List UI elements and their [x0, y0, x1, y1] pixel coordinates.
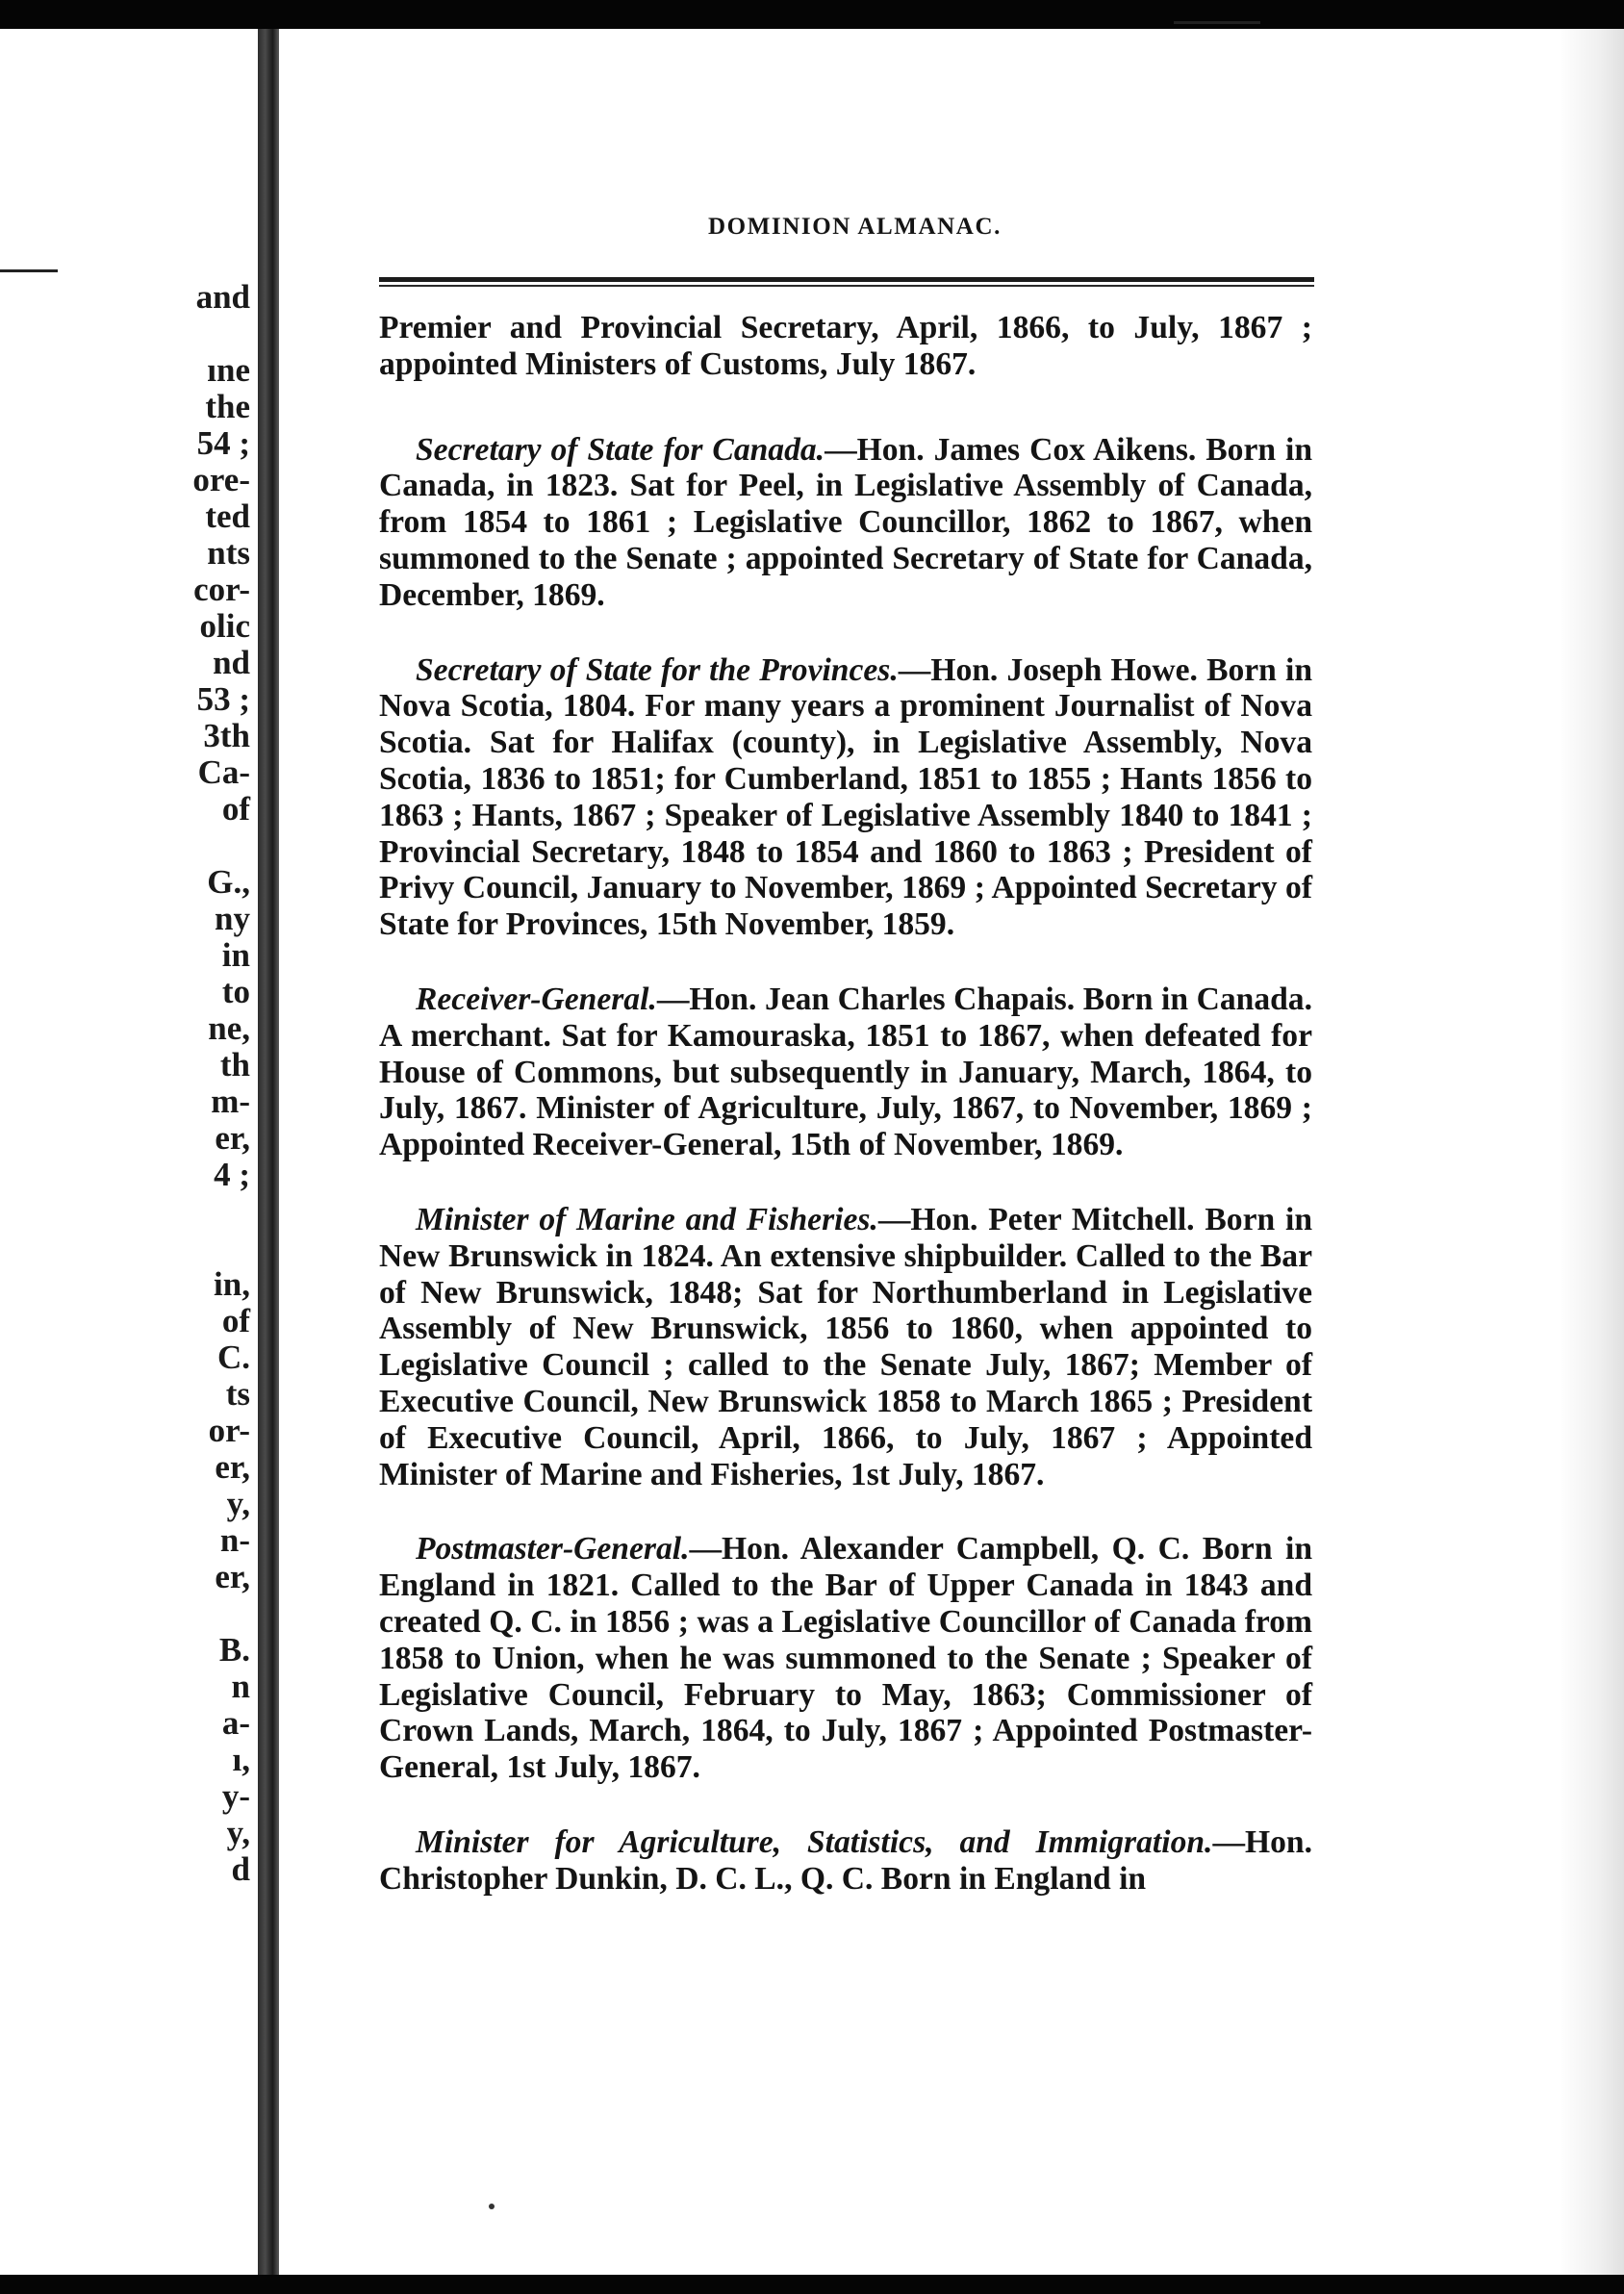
paragraph-text: —Hon. Christopher Dunkin, D. C. L., Q. C. Born in England in — [379, 1823, 1312, 1897]
facing-page-fragment: cor- — [193, 571, 250, 608]
facing-page-fragment: G., — [207, 863, 250, 901]
facing-page-fragment: ore- — [192, 461, 250, 498]
facing-page-fragment: y, — [226, 1814, 250, 1851]
facing-page-fragment: a- — [221, 1704, 250, 1742]
office-title: Minister for Agriculture, Statistics, and Immigration. — [416, 1823, 1213, 1860]
facing-page-fragment: n- — [219, 1521, 250, 1559]
paragraph-receiver-general — [379, 981, 1312, 1163]
paragraph-marine-and-fisheries — [379, 1202, 1312, 1492]
running-head: DOMINION ALMANAC. — [708, 214, 1002, 240]
scan-scratch-mark — [1174, 21, 1260, 24]
office-title: Secretary of State for the Provinces. — [416, 651, 899, 688]
facing-page-fragment: y, — [226, 1485, 250, 1522]
facing-page-fragment: olic — [199, 607, 250, 645]
paragraph-text: —Hon. Peter Mitchell. Born in New Brunswick in 1824. An extensive shipbuilder. Called to the Bar of New Brunswick, 1848; Sat for Northumberland in Legislative Assembly of New Brunswick, 1856 to 1860, when appointed to Legislative Council ; called to the Senate July, 1867; Member of Executive Council, New Brunswick 1858 to March 1865 ; President of Executive Council, April, 1866, to July, 1867 ; Appointed Minister of Marine and Fisheries, 1st July, 1867. — [379, 1201, 1312, 1492]
page-edge-shadow — [1559, 29, 1624, 2275]
facing-page-fragment: ts — [225, 1375, 250, 1413]
paragraph-secretary-of-state-canada — [379, 432, 1312, 614]
facing-page-fragment: d — [231, 1850, 250, 1888]
facing-page-fragment: 3th — [203, 717, 250, 754]
facing-page-fragment: er, — [215, 1119, 250, 1157]
paragraph-text: Premier and Provincial Secretary, April, 1866, to July, 1867 ; appointed Ministers of Customs, July 1867. — [379, 310, 1312, 382]
text-column — [379, 310, 1312, 1935]
paragraph-agriculture — [379, 1824, 1312, 1898]
facing-page-fragment: C. — [216, 1338, 250, 1376]
facing-page-fragment: m- — [211, 1083, 250, 1120]
scan-top-border — [0, 0, 1624, 29]
facing-page-fragment: nts — [207, 534, 250, 572]
scan-speck — [489, 2204, 495, 2209]
facing-page-edge — [0, 29, 262, 2275]
facing-page-fragment: or- — [208, 1412, 250, 1449]
facing-page-rule — [0, 269, 58, 272]
paragraph-text: —Hon. Alexander Campbell, Q. C. Born in England in 1821. Called to the Bar of Upper Canada in 1843 and created Q. C. in 1856 ; was a Legislative Councillor of Canada from 1858 to Union, when he was summoned to the Senate ; Speaker of Legislative Council, February to May, 1863; Commissioner of Crown Lands, March, 1864, to July, 1867 ; Appointed Postmaster-General, 1st July, 1867. — [379, 1531, 1312, 1786]
book-gutter — [258, 29, 279, 2275]
paragraph-postmaster-general — [379, 1531, 1312, 1786]
office-title: Receiver-General. — [416, 981, 657, 1017]
facing-page-fragment: nd — [213, 644, 250, 681]
facing-page-fragment: er, — [215, 1448, 250, 1486]
facing-page-fragment: ted — [205, 497, 250, 535]
facing-page-fragment: in, — [214, 1265, 250, 1303]
facing-page-fragment: to — [221, 973, 250, 1010]
facing-page-fragment: er, — [215, 1558, 250, 1595]
facing-page-fragment: 54 ; — [196, 424, 250, 462]
paragraph-text: —Hon. James Cox Aikens. Born in Canada, in 1823. Sat for Peel, in Legislative Assembly of Canada, from 1854 to 1861 ; Legislative Councillor, 1862 to 1867, when summoned to the Senate ; appointed Secretary of State for Canada, December, 1869. — [379, 431, 1312, 613]
facing-page-fragment: of — [221, 790, 250, 828]
facing-page-fragment: ne, — [208, 1009, 250, 1047]
paragraph-continued — [379, 310, 1312, 383]
office-title: Secretary of State for Canada. — [416, 431, 825, 468]
facing-page-fragment: of — [221, 1302, 250, 1339]
facing-page-fragment: ı, — [232, 1741, 250, 1778]
facing-page-fragment: ıne — [207, 351, 250, 389]
facing-page-fragment: Ca- — [197, 753, 250, 791]
facing-page-fragment: B. — [218, 1631, 250, 1669]
facing-page-fragment: 53 ; — [196, 680, 250, 718]
facing-page-fragment: y- — [221, 1777, 250, 1815]
paragraph-text: —Hon. Jean Charles Chapais. Born in Canada. A merchant. Sat for Kamouraska, 1851 to 1867, when defeated for House of Commons, but subsequently in January, March, 1864, to July, 1867. Minister of Agriculture, July, 1867, to November, 1869 ; Appointed Receiver-General, 15th of November, 1869. — [379, 981, 1312, 1163]
office-title: Minister of Marine and Fisheries. — [416, 1201, 878, 1237]
facing-page-fragment: ny — [215, 900, 250, 937]
paragraph-secretary-of-state-provinces — [379, 652, 1312, 943]
office-title: Postmaster-General. — [416, 1531, 690, 1568]
facing-page-fragment: in — [221, 936, 250, 974]
facing-page-fragment: n — [231, 1668, 250, 1705]
facing-page-fragment: the — [205, 388, 250, 425]
scan-bottom-border — [0, 2275, 1624, 2294]
facing-page-fragment: 4 ; — [214, 1156, 250, 1193]
facing-page-fragment: and — [195, 278, 250, 316]
paragraph-text: —Hon. Joseph Howe. Born in Nova Scotia, 1804. For many years a prominent Journalist of Nova Scotia. Sat for Halifax (county), in Legislative Assembly, Nova Scotia, 1836 to 1851; for Cumberland, 1851 to 1855 ; Hants 1856 to 1863 ; Hants, 1867 ; Speaker of Legislative Assembly 1840 to 1841 ; Provincial Secretary, 1848 to 1854 and 1860 to 1863 ; President of Privy Council, January to November, 1869 ; Appointed Secretary of State for Provinces, 15th November, 1859. — [379, 651, 1312, 943]
header-rule — [379, 277, 1314, 287]
facing-page-fragment: th — [219, 1046, 250, 1083]
